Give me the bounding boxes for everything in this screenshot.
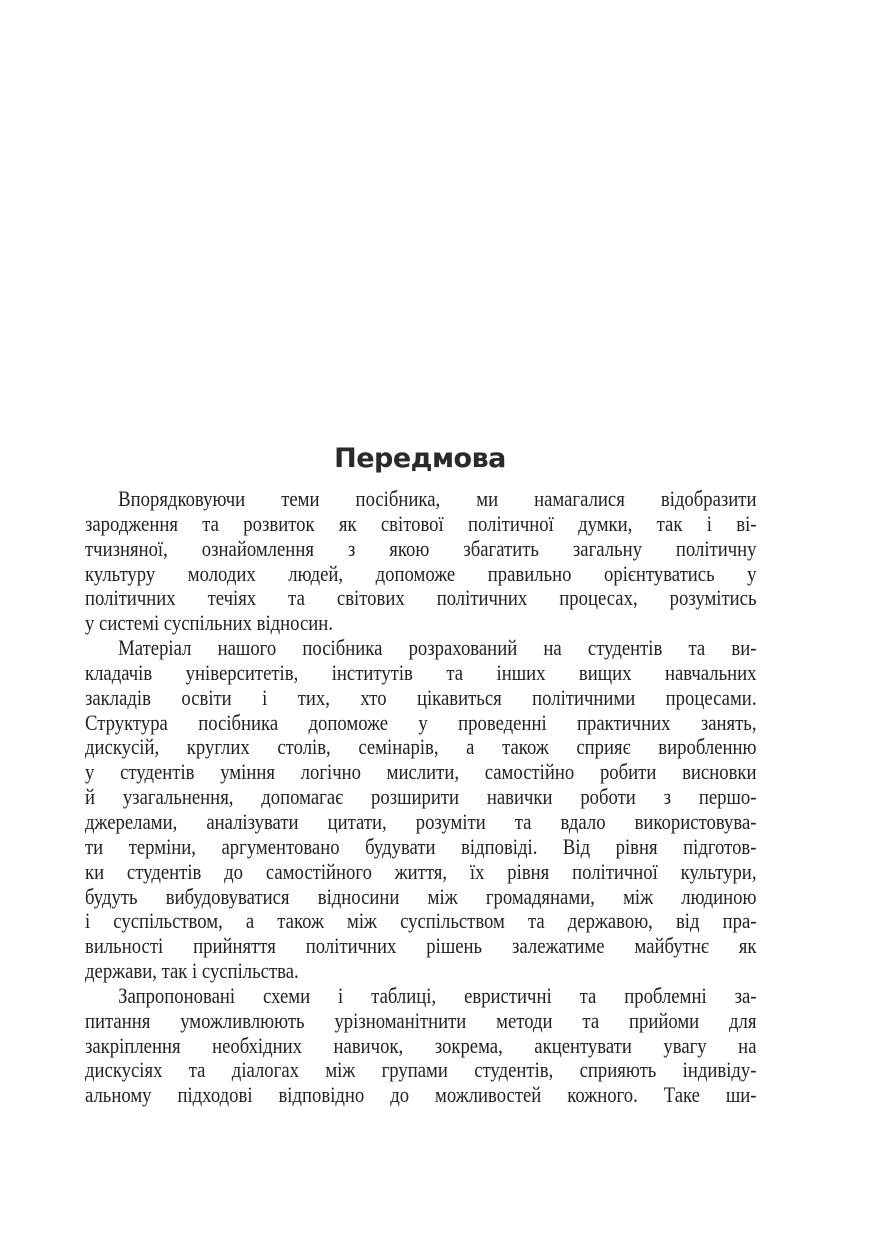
text-line: дискусіях та діалогах між групами студентів, сприяють індивіду-: [85, 1057, 757, 1083]
text-line: у системі суспільних відносин.: [85, 610, 333, 636]
text-line: у студентів уміння логічно мислити, самостійно робити висновки: [85, 759, 757, 785]
text-line: зародження та розвиток як світової політичної думки, так і ві-: [85, 510, 757, 536]
text-line: тчизняної, ознайомлення з якою збагатить загальну політичну: [85, 535, 757, 561]
text-line: Впорядковуючи теми посібника, ми намагалися відобразити: [118, 486, 757, 511]
text-line: Матеріал нашого посібника розрахований на студентів та ви-: [118, 635, 757, 661]
text-line: й узагальнення, допомагає розширити навички роботи з першо-: [85, 784, 757, 810]
text-line: питання уможливлюють урізноманітнити методи та прийоми для: [85, 1007, 757, 1033]
text-line: ки студентів до самостійного життя, їх рівня політичної культури,: [85, 858, 757, 884]
text-line: ти терміни, аргументовано будувати відповіді. Від рівня підготов-: [85, 833, 757, 859]
text-line: культуру молодих людей, допоможе правильно орієнтуватись у: [85, 560, 757, 586]
text-line: і суспільством, а також між суспільством та державою, від пра-: [85, 908, 757, 934]
text-line: закладів освіти і тих, хто цікавиться політичними процесами.: [85, 684, 757, 710]
page-title: Передмова: [334, 443, 506, 475]
text-line: будуть вибудовуватися відносини між громадянами, між людиною: [85, 883, 757, 909]
text-line: кладачів університетів, інститутів та інших вищих навчальних: [85, 659, 757, 685]
text-line: держави, так і суспільства.: [85, 958, 299, 984]
text-line: дискусій, круглих столів, семінарів, а також сприяє виробленню: [85, 734, 757, 760]
text-line: закріплення необхідних навичок, зокрема, акцентувати увагу на: [85, 1032, 757, 1058]
text-line: вильності прийняття політичних рішень залежатиме майбутнє як: [85, 933, 757, 959]
text-line: Структура посібника допоможе у проведенні практичних занять,: [85, 709, 757, 735]
body-text: [85, 487, 757, 1108]
text-line: політичних течіях та світових політичних процесах, розумітись: [85, 585, 757, 611]
text-line: Запропоновані схеми і таблиці, евристичні та проблемні за-: [118, 982, 757, 1008]
text-line: альному підходові відповідно до можливостей кожного. Таке ши-: [85, 1082, 757, 1108]
text-line: джерелами, аналізувати цитати, розуміти та вдало використовува-: [85, 808, 757, 834]
